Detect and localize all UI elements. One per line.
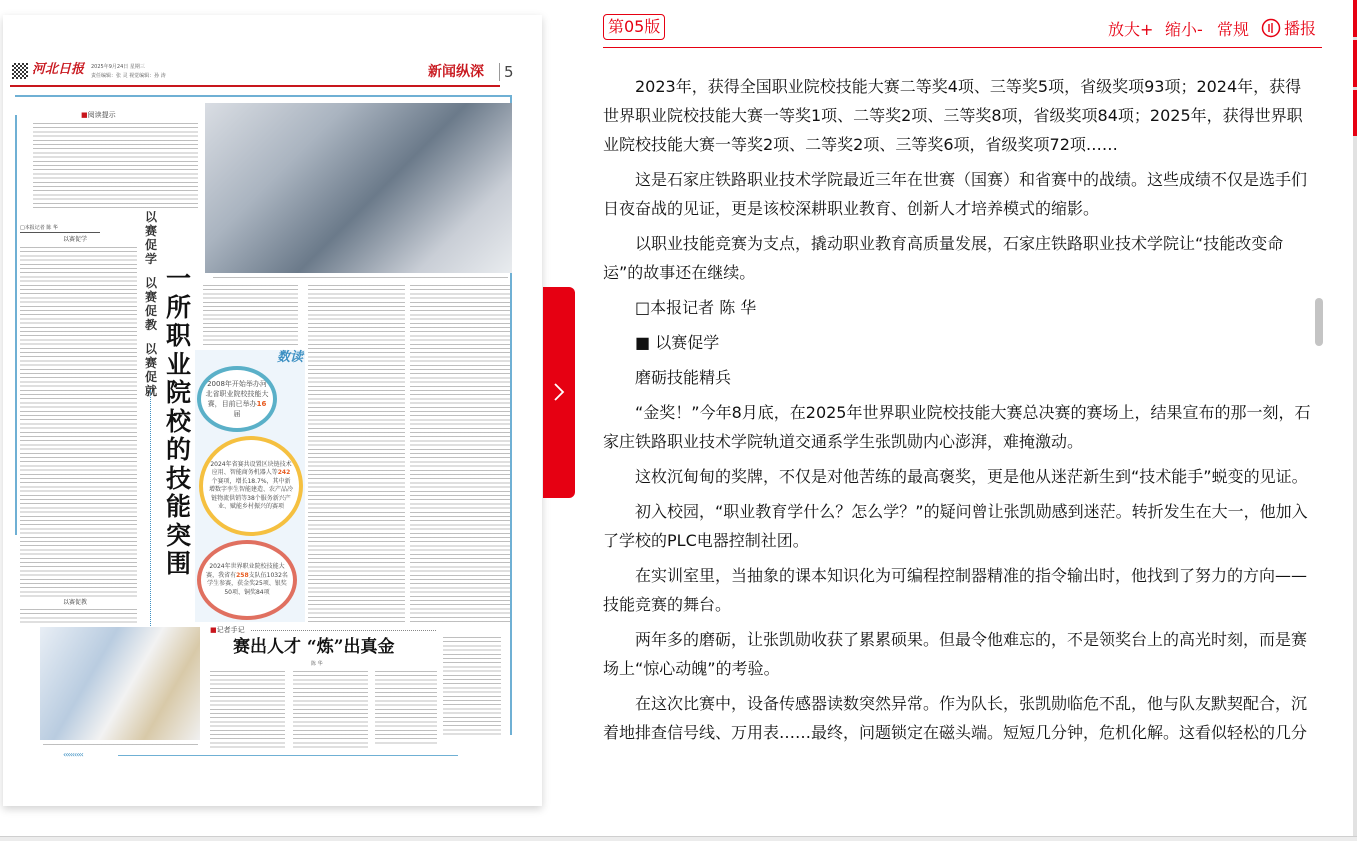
tips-label: ■阅读提示 bbox=[81, 111, 116, 119]
article-body bbox=[603, 72, 1315, 753]
zoom-out-button[interactable]: 缩小- bbox=[1165, 20, 1203, 39]
normal-size-button[interactable]: 常规 bbox=[1217, 20, 1250, 39]
stat-1-tail: 届 bbox=[233, 410, 241, 418]
page-number: 5 bbox=[499, 63, 514, 81]
notes-headline: 赛出人才 “炼”出真金 bbox=[233, 637, 395, 657]
stat-1-num: 16 bbox=[256, 400, 267, 408]
frame-left-line bbox=[15, 115, 17, 535]
infographic bbox=[195, 350, 305, 622]
notes-rule bbox=[251, 630, 436, 631]
article-paragraph: 这是石家庄铁路职业技术学院最近三年在世赛（国赛）和省赛中的战绩。这些成绩不仅是选手们日夜奋战的见证，更是该校深耕职业教育、创新人才培养模式的缩影。 bbox=[603, 170, 1308, 218]
notes-label: ■记者手记 bbox=[210, 626, 245, 634]
chevron-right-icon bbox=[553, 382, 565, 402]
article-paragraph: 以职业技能竞赛为支点，撬动职业教育高质量发展，石家庄铁路职业技术学院让“技能改变命运”的故事还在继续。 bbox=[603, 234, 1284, 282]
stat-bubble-3 bbox=[197, 540, 297, 620]
stat-1-text: 2008年开始举办河北省职业院校技能大赛，目前已举办 bbox=[205, 380, 269, 408]
article-section-heading: ■ 以赛促学 bbox=[635, 333, 720, 352]
stat-3-tail: 支队伍1032名学生参赛，获金奖25项、银奖50项、铜奖84项 bbox=[207, 571, 288, 596]
tips-label-text: 阅读提示 bbox=[87, 111, 116, 119]
subtitle bbox=[141, 210, 161, 398]
masthead: 河北日报 bbox=[32, 62, 85, 77]
masthead-rule bbox=[10, 85, 500, 87]
chevron-decoration: ‹‹‹‹‹‹‹‹‹ bbox=[63, 750, 83, 759]
stat-2-text: 2024年省赛共设置区块链技术应用、智能商务机器人等 bbox=[210, 460, 292, 476]
byline: □本报记者 陈 华 bbox=[20, 225, 100, 233]
header-rule bbox=[603, 47, 1322, 48]
article-paragraph: 在实训室里，当抽象的课本知识化为可编程控制器精准的指令输出时，他找到了努力的方向——技能竞赛的舞台。 bbox=[603, 566, 1308, 614]
stat-2-tail: 个赛项，增长18.7%，其中新增数字孪生智能建造、农产品冷链物流供销等38个服务新兴产业、赋能乡村振兴的赛项 bbox=[209, 477, 294, 510]
column-text bbox=[308, 285, 405, 625]
tips-text bbox=[33, 123, 198, 211]
bottom-photo-caption bbox=[43, 744, 198, 748]
newspaper-page-image[interactable] bbox=[3, 15, 542, 806]
article-paragraph: 这枚沉甸甸的奖牌，不仅是对他苦练的最高褒奖，更是他从迷茫新生到“技术能手”蜕变的见证。 bbox=[635, 467, 1308, 486]
article-section-subheading: 磨砺技能精兵 bbox=[635, 368, 732, 387]
left-column-text bbox=[20, 247, 137, 597]
subtitle-3: 以赛促就 bbox=[144, 342, 157, 398]
paper-date: 2025年9月24日 星期三 bbox=[91, 64, 145, 70]
stat-bubble-2 bbox=[199, 436, 303, 536]
article-paragraph: “金奖！”今年8月底，在2025年世界职业院校技能大赛总决赛的赛场上，结果宣布的那一刻，石家庄铁路职业技术学院轨道交通系学生张凯勋内心澎湃，难掩激动。 bbox=[603, 403, 1311, 451]
zoom-in-button[interactable]: 放大+ bbox=[1108, 20, 1154, 39]
qr-code-icon bbox=[12, 63, 28, 79]
notes-text bbox=[293, 671, 368, 748]
page-marker[interactable] bbox=[1353, 90, 1357, 136]
stat-3-text: 2024年世界职业院校技能大赛，我省有 bbox=[206, 563, 285, 579]
article-paragraph: 两年多的磨砺，让张凯勋收获了累累硕果。但最令他难忘的，不是领奖台上的高光时刻，而是赛场上“惊心动魄”的考验。 bbox=[603, 630, 1308, 678]
left-column-text-2 bbox=[20, 609, 137, 625]
next-page-button[interactable] bbox=[543, 287, 575, 498]
column-text bbox=[203, 285, 298, 345]
stat-bubble-1 bbox=[197, 366, 277, 432]
article-paragraph: 2023年，获得全国职业院校技能大赛二等奖4项、三等奖5项，省级奖项93项；2024年，获得世界职业院校技能大赛一等奖1项、二等奖2项、三等奖8项，省级奖项84项；2025年，获得世界职业院校技能大赛一等奖2项、二等奖2项、三等奖6项，省级奖项72项…… bbox=[603, 77, 1303, 154]
dotted-divider bbox=[150, 390, 151, 630]
page-marker[interactable] bbox=[1353, 0, 1357, 37]
stat-3-num: 258 bbox=[236, 571, 249, 579]
notes-text bbox=[375, 671, 437, 745]
notes-author: 陈 华 bbox=[311, 661, 323, 667]
play-audio-label: 播报 bbox=[1284, 19, 1317, 38]
article-paragraph: 在这次比赛中，设备传感器读数突然异常。作为队长，张凯勋临危不乱，他与队友默契配合，沉着地排查信号线、万用表……最终，问题锁定在磁头端。短短几分钟，危机化解。这看似轻松的几分 bbox=[603, 694, 1308, 742]
bottom-bar bbox=[0, 836, 1357, 841]
audio-icon bbox=[1261, 18, 1281, 38]
stat-2-num: 242 bbox=[277, 469, 291, 476]
top-photo-caption bbox=[213, 277, 508, 281]
notes-label-text: 记者手记 bbox=[216, 626, 245, 634]
column-text bbox=[410, 285, 510, 625]
subtitle-2: 以赛促教 bbox=[144, 276, 157, 332]
article-paragraph: 初入校园，“职业教育学什么？怎么学？”的疑问曾让张凯勋感到迷茫。转折发生在大一，他加入了学校的PLC电器控制社团。 bbox=[603, 502, 1308, 550]
bottom-frame-line bbox=[118, 755, 458, 756]
section-mark-1: 以赛促学 bbox=[63, 236, 88, 243]
notes-text bbox=[443, 637, 501, 737]
article-byline: □本报记者 陈 华 bbox=[635, 298, 757, 317]
bottom-photo bbox=[40, 627, 200, 740]
paper-editors: 责任编辑：张 灵 视觉编辑：孙 涛 bbox=[91, 73, 166, 79]
notes-text bbox=[210, 671, 285, 748]
article-scrollbar-thumb[interactable] bbox=[1315, 298, 1323, 346]
subtitle-1: 以赛促学 bbox=[144, 210, 157, 266]
page-marker[interactable] bbox=[1353, 40, 1357, 87]
section-mark-2: 以赛促教 bbox=[63, 599, 88, 606]
play-audio-button[interactable] bbox=[1261, 16, 1316, 39]
headline: 一所职业院校的技能突围 bbox=[166, 264, 192, 578]
shudu-label: 数读 bbox=[277, 350, 304, 365]
section-title: 新闻纵深 bbox=[428, 64, 484, 80]
edition-badge: 第05版 bbox=[603, 14, 665, 40]
top-photo bbox=[205, 103, 512, 273]
